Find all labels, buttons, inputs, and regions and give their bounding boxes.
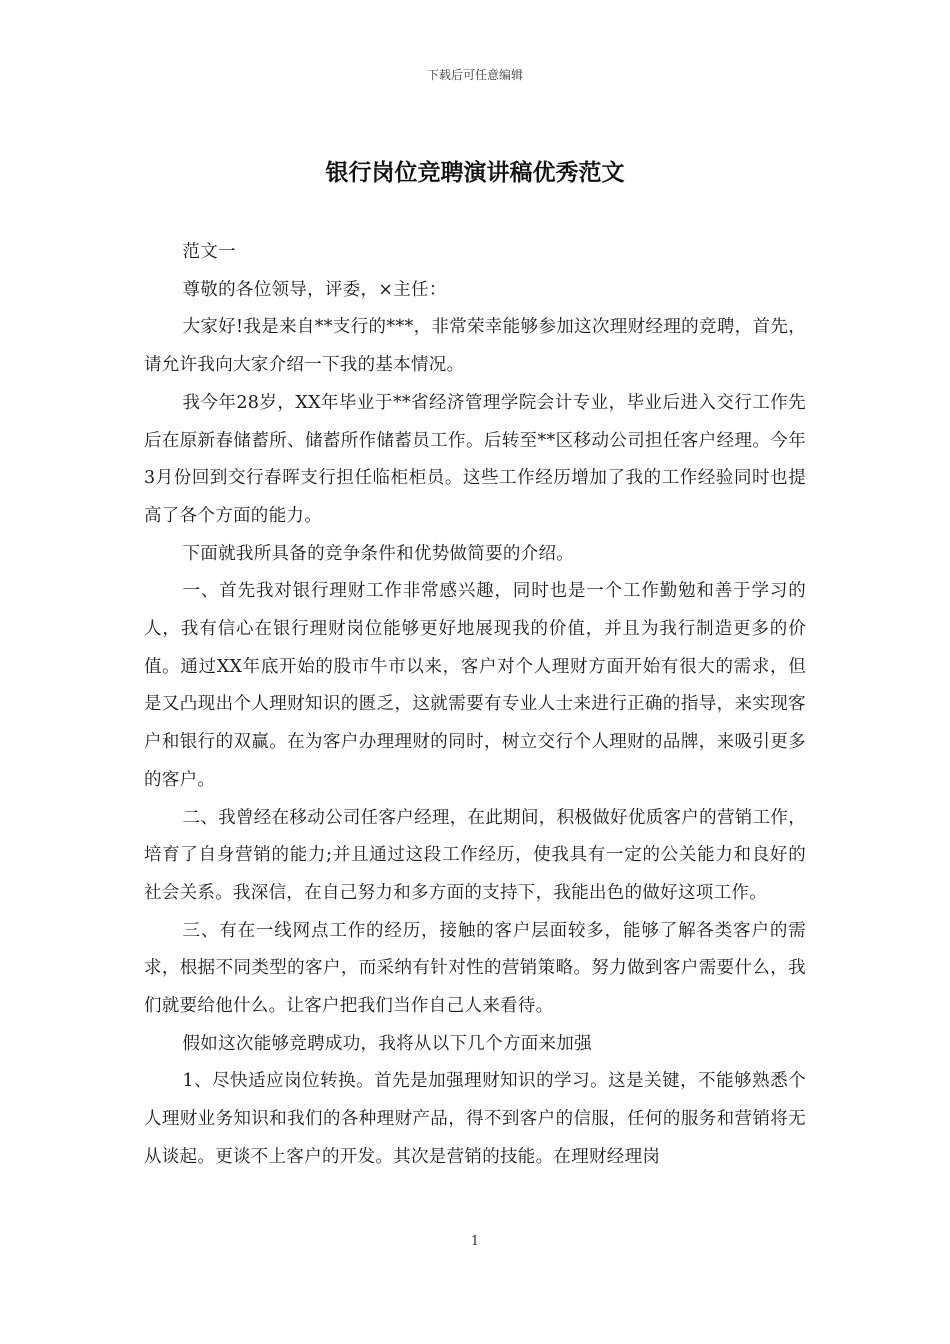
document-body xyxy=(144,234,806,1177)
paragraph: 我今年28岁，XX年毕业于**省经济管理学院会计专业，毕业后进入交行工作先后在原新春储蓄所、储蓄所作储蓄员工作。后转至**区移动公司担任客户经理。今年3月份回到交行春晖支行担任临柜柜员。这些工作经历增加了我的工作经验同时也提高了各个方面的能力。 xyxy=(144,392,806,526)
document-title: 银行岗位竞聘演讲稿优秀范文 xyxy=(325,159,625,186)
download-note: 下载后可任意编辑 xyxy=(426,68,523,82)
paragraph: 1、尽快适应岗位转换。首先是加强理财知识的学习。这是关键，不能够熟悉个人理财业务知识和我们的各种理财产品，得不到客户的信服，任何的服务和营销将无从谈起。更谈不上客户的开发。其次是营销的技能。在理财经理岗 xyxy=(144,1071,806,1167)
paragraph: 假如这次能够竞聘成功，我将从以下几个方面来加强 xyxy=(182,1033,592,1054)
paragraph: 范文一 xyxy=(182,242,236,262)
page-number: 1 xyxy=(470,1234,480,1249)
paragraph: 大家好!我是来自**支行的***，非常荣幸能够参加这次理财经理的竞聘，首先，请允许我向大家介绍一下我的基本情况。 xyxy=(144,317,806,376)
paragraph: 三、有在一线网点工作的经历，接触的客户层面较多，能够了解各类客户的需求，根据不同类型的客户，而采纳有针对性的营销策略。努力做到客户需要什么，我们就要给他什么。让客户把我们当作自己人来看待。 xyxy=(144,920,806,1017)
paragraph: 一、首先我对银行理财工作非常感兴趣，同时也是一个工作勤勉和善于学习的人，我有信心在银行理财岗位能够更好地展现我的价值，并且为我行制造更多的价值。通过XX年底开始的股市牛市以来，客户对个人理财方面开始有很大的需求，但是又凸现出个人理财知识的匮乏，这就需要有专业人士来进行正确的指导，来实现客户和银行的双赢。在为客户办理理财的同时，树立交行个人理财的品牌，来吸引更多的客户。 xyxy=(144,581,806,790)
paragraph: 尊敬的各位领导，评委，×主任： xyxy=(182,279,447,300)
paragraph: 下面就我所具备的竞争条件和优势做简要的介绍。 xyxy=(182,543,575,564)
paragraph: 二、我曾经在移动公司任客户经理，在此期间，积极做好优质客户的营销工作，培育了自身营销的能力;并且通过这段工作经历，使我具有一定的公关能力和良好的社会关系。我深信，在自己努力和多方面的支持下，我能出色的做好这项工作。 xyxy=(144,807,806,903)
